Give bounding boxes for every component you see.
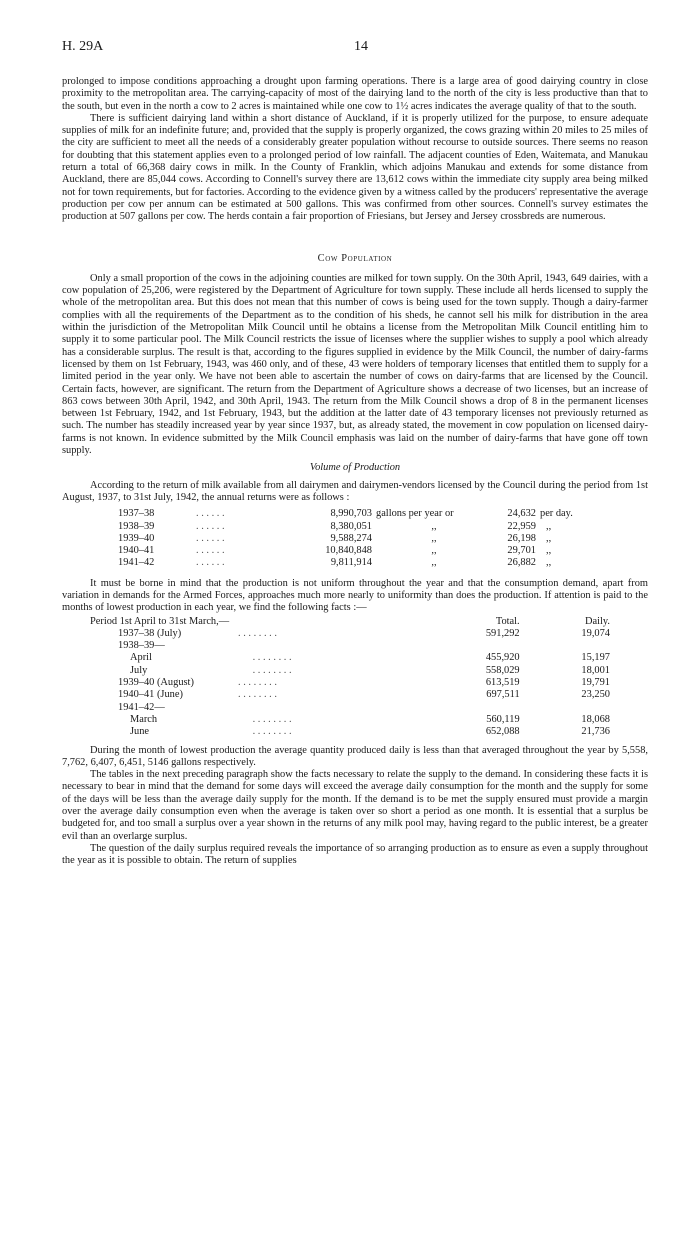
ditto-mark: ,, [431, 532, 437, 544]
period-cell [90, 702, 446, 714]
unit-day: per day. [540, 508, 573, 520]
period-cell [90, 689, 446, 701]
leader-dots: . . . . . . . . [250, 713, 292, 725]
period-cell [90, 714, 446, 726]
period-label-text: 1941–42— [118, 701, 165, 713]
table-row [90, 640, 610, 652]
empty-cell [520, 702, 610, 714]
daily-cell: 26,882 [507, 557, 536, 569]
leader-dots: . . . . . . . . [238, 689, 277, 701]
section-heading-volume-of-production: Volume of Production [309, 462, 401, 474]
daily-cell: 19,791 [581, 677, 610, 689]
year-cell: 1941–42 [118, 557, 155, 569]
year-cell: 1939–40 [118, 532, 155, 544]
section-heading-cow-population: Cow Population [317, 252, 393, 264]
gallons-cell: 10,840,848 [325, 545, 372, 557]
period-label-text: March [130, 713, 158, 725]
total-cell: 613,519 [485, 677, 520, 689]
period-label-text: April [130, 652, 152, 664]
paragraph: According to the return of milk available from all dairymen and dairymen-vendors licensed by the Council during the period from 1st August, 1937, to 31st July, 1942, the annual returns were as follows : [62, 479, 648, 503]
ditto-mark: ,, [431, 520, 437, 532]
total-cell: 697,511 [486, 689, 520, 701]
paragraph: prolonged to impose conditions approaching a drought upon farming operations. There is a large area of good dairying country in close proximity to the metropolitan area. The carrying-capacity of most of the dairying land to the north of the city is less productive than that to the south, but even in the north a cow to 2 acres is maintained while one cow to 1½ acres indicates the average quality of that to the south. [62, 76, 648, 112]
period-cell [90, 640, 446, 652]
period-cell [90, 628, 446, 640]
period-label: Period 1st April to 31st March,— [90, 615, 230, 627]
period-label-text: 1940–41 (June) [118, 689, 183, 701]
daily-header: Daily. [584, 615, 610, 627]
year-cell: 1937–38 [118, 508, 155, 520]
daily-cell: 19,074 [581, 627, 610, 639]
gallons-cell: 9,811,914 [330, 557, 372, 569]
period-cell [90, 652, 446, 664]
ditto-mark: ,, [546, 532, 552, 544]
period-label-text: 1937–38 (July) [118, 627, 182, 639]
table-row [90, 677, 610, 689]
empty-cell [446, 640, 520, 652]
period-label-text: 1938–39— [118, 640, 165, 652]
period-label-text: June [130, 726, 150, 738]
table-row [90, 628, 610, 640]
table-row [90, 714, 610, 726]
total-cell: 560,119 [486, 713, 520, 725]
leader-dots: . . . . . . [196, 557, 225, 569]
daily-cell: 29,701 [507, 545, 536, 557]
ditto-mark: ,, [546, 520, 552, 532]
period-label-text: 1939–40 (August) [118, 677, 194, 689]
table-row [118, 533, 596, 545]
year-cell: 1940–41 [118, 545, 155, 557]
leader-dots: . . . . . . [196, 520, 225, 532]
gallons-cell: 9,588,274 [330, 532, 372, 544]
page-number: 14 [354, 39, 368, 54]
report-reference: H. 29A [62, 39, 104, 54]
table-row [90, 652, 610, 664]
gallons-cell: 8,380,051 [330, 520, 372, 532]
leader-dots: . . . . . . [196, 532, 225, 544]
daily-cell: 15,197 [581, 652, 610, 664]
daily-cell: 18,001 [581, 664, 610, 676]
empty-cell [520, 640, 610, 652]
paragraph: It must be borne in mind that the production is not uniform throughout the year and that the consumption demand, apart from variation in demands for the Armed Forces, approaches much more nearly to uniformity than does the production. If attention is paid to the months of lowest production in each year, we find the following facts :— [62, 577, 648, 614]
daily-cell: 26,198 [507, 532, 536, 544]
page-header [62, 41, 652, 57]
annual-returns-table [118, 508, 596, 569]
leader-dots: . . . . . . . . [238, 627, 277, 639]
leader-dots: . . . . . . . . [250, 652, 292, 664]
total-header: Total. [495, 615, 520, 627]
leader-dots: . . . . . . [196, 545, 225, 557]
ditto-mark: ,, [431, 545, 437, 557]
period-cell [90, 677, 446, 689]
year-cell: 1938–39 [118, 520, 155, 532]
ditto-mark: ,, [546, 557, 552, 569]
total-cell: 591,292 [485, 627, 520, 639]
daily-cell: 18,068 [581, 713, 610, 725]
daily-cell: 22,959 [507, 520, 536, 532]
lowest-production-table [90, 616, 610, 739]
total-cell: 455,920 [485, 652, 520, 664]
total-cell: 558,029 [485, 664, 520, 676]
period-cell [90, 726, 446, 738]
table-row [118, 557, 596, 569]
paragraph: Only a small proportion of the cows in the adjoining counties are milked for town supply. On the 30th April, 1943, 649 dairies, with a cow population of 25,206, were registered by the Department of Agriculture for town supply. These include all herds licensed to supply the whole of the metropolitan area. But this does not mean that this number of cows is being used for the town supply. Though a dairy-farmer complies with all the requirements of the Department as to the condition of his sheds, he cannot sell his milk for distribution in the area within the jurisdiction of the Metropolitan Milk Council until he obtains a license from the Metropolitan Milk Council entitling him to supply it to some particular pool. The Milk Council restricts the issue of licenses where the supplier wishes to supply a pool which already has a considerable surplus. The result is that, according to the figures supplied in evidence by the Milk Council, the number of dairy-farms licensed by them on 1st February, 1943, was 460 only, and of these, 43 were holders of temporary licenses that entitled them to supply for a limited period in the year only. We have not been able to ascertain the number of cows on dairy-farms that are licensed by the Council. Certain facts, however, are significant. The return from the Department of Agriculture shows a decrease of two licenses, but an increase of 863 cows between 30th April, 1942, and 30th April, 1943. The return from the Milk Council shows a drop of 8 in the permanent licenses between 1st February, 1942, and 1st February, 1943, but the addition at the latter date of 43 temporary licenses not previously returned as such. The number has steadily increased year by year since 1937, but, as already stated, the movement in cow population on licensed dairy-farms is not known. In evidence submitted by the Milk Council emphasis was laid on the number of dairy-farms that have gone off town supply. [62, 272, 648, 457]
empty-cell [446, 702, 520, 714]
page-body [62, 76, 648, 868]
daily-cell: 21,736 [581, 726, 610, 738]
period-label-text: July [130, 664, 148, 676]
paragraph: The tables in the next preceding paragraph show the facts necessary to relate the supply to the demand. In considering these facts it is necessary to bear in mind that the demand for some days will exceed the average daily consumption for the month and the supply for some of the days will be less than the average daily supply for the month. If the demand is to be met the supply ensured must provide a margin over the average daily consumption even when the average is taken over so short a period as one month. It is essential that a surplus be budgeted for, and too small a surplus over a year shown in the returns of any milk pool may, having regard to the public interest, be a greater evil than an overlarge surplus. [62, 769, 648, 842]
paragraph: During the month of lowest production the average quantity produced daily is less than that averaged throughout the year by 5,558, 7,762, 6,407, 6,451, 5146 gallons respectively. [62, 744, 648, 768]
daily-cell: 23,250 [581, 689, 610, 701]
leader-dots: . . . . . . . . [250, 726, 292, 738]
leader-dots: . . . . . . . . [250, 664, 292, 676]
unit-gallons: gallons per year or [376, 508, 454, 520]
leader-dots: . . . . . . [196, 508, 225, 520]
table-row [118, 545, 596, 557]
table-row [118, 508, 596, 520]
table-header-row [90, 616, 610, 628]
total-cell: 652,088 [485, 726, 520, 738]
daily-cell: 24,632 [507, 508, 536, 520]
paragraph: There is sufficient dairying land within a short distance of Auckland, if it is properly utilized for the purpose, to ensure adequate supplies of milk for an indefinite future; and, provided that the supply is properly organized, the cows grazing within 20 miles to 25 miles of the city are sufficient to meet all the needs of a considerably greater population without recourse to outside sources. There seems no reason for doubting that this statement applies even to a prolonged period of low rainfall. The adjacent counties of Eden, Waitemata, and Manukau return a total of 66,368 dairy cows in milk. In the County of Franklin, which adjoins Manukau and extends for some distance from Auckland, there are 85,044 cows. According to Connell's survey there are 13,612 cows within the immediate city supply area being milked not for town requirements, but for factories. According to the evidence given by a witness called by the producers' representative the average production per cow per annum can be estimated at 500 gallons. This was confirmed from other sources. Connell's survey estimates the production at 507 gallons per cow. The herds contain a fair proportion of Friesians, but Jersey and Jersey crossbreds are numerous. [62, 112, 648, 223]
table-row [90, 726, 610, 738]
leader-dots: . . . . . . . . [238, 677, 277, 689]
paragraph: The question of the daily surplus required reveals the importance of so arranging production as to ensure as even a supply throughout the year as it is possible to obtain. The return of supplies [62, 842, 648, 867]
table-row [118, 521, 596, 533]
ditto-mark: ,, [546, 545, 552, 557]
period-cell [90, 665, 446, 677]
table-row [90, 665, 610, 677]
gallons-cell: 8,990,703 [330, 508, 372, 520]
table-row [90, 689, 610, 701]
ditto-mark: ,, [431, 557, 437, 569]
table-row [90, 702, 610, 714]
